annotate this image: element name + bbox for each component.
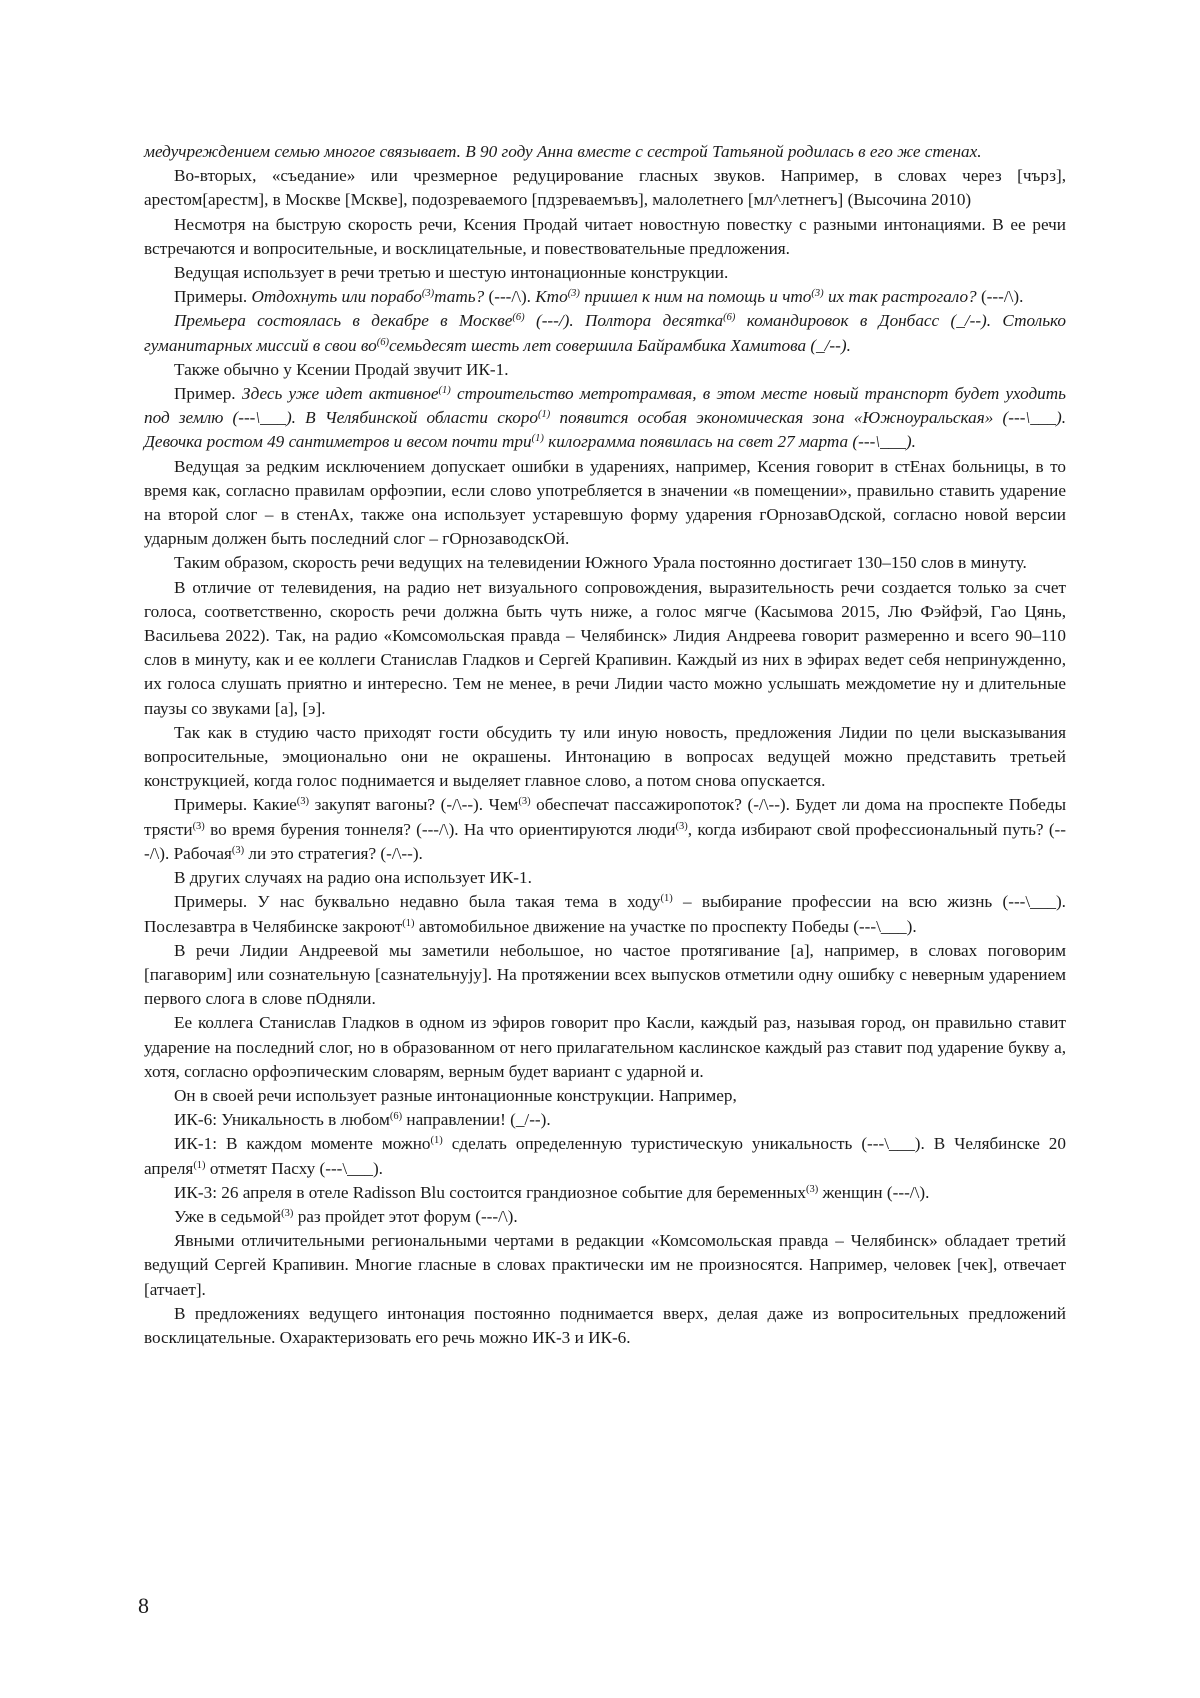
article-body <box>144 140 1066 1350</box>
text-run: Кто <box>535 287 568 307</box>
text-run: командировок в Донбасс (_/--). Столько гуманитарных миссий в свои во <box>144 311 1066 355</box>
text-run: Несмотря на быструю скорость речи, Ксения Продай читает новостную повестку с разными интонациями. В ее речи встречаются и вопросительные, и восклицательные, и повествовательные предложения. <box>144 214 1066 258</box>
text-run: раз пройдет этот форум (---/\). <box>293 1206 518 1226</box>
superscript-mark: (3) <box>518 796 531 808</box>
superscript-mark: (3) <box>192 820 205 832</box>
text-run: В других случаях на радио она использует ИК-1. <box>174 868 532 888</box>
text-run: ИК-3: 26 апреля в отеле Radisson Blu состоится грандиозное событие для беременных <box>174 1182 806 1202</box>
paragraph <box>144 213 1066 261</box>
paragraph <box>144 1205 1066 1229</box>
text-run: Премьера состоялась в декабре в Москве <box>174 311 513 331</box>
paragraph <box>144 793 1066 866</box>
text-run: Ведущая за редким исключением допускает ошибки в ударениях, например, Ксения говорит в стЕнах больницы, в то время как, согласно правилам орфоэпии, если слово употребляется в значении «в помещении», правильно ставить ударение на второй слог – в стенАх, также она использует устаревшую форму ударения гОрнозавОдской, согласно новой версии ударным должен быть последний слог – гОрнозаводскОй. <box>144 456 1066 549</box>
text-run: Здесь уже идет активное <box>241 384 439 404</box>
paragraph <box>144 1011 1066 1084</box>
paragraph <box>144 1132 1066 1180</box>
text-run: – выбирание профессии на всю жизнь (---\___). Послезавтра в Челябинске закроют <box>144 892 1066 936</box>
paragraph <box>144 939 1066 1012</box>
paragraph <box>144 576 1066 721</box>
text-run: ИК-1: В каждом моменте можно <box>174 1134 431 1154</box>
text-run: Примеры. У нас буквально недавно была такая тема в ходу <box>174 892 661 912</box>
paragraph <box>144 890 1066 938</box>
text-run: Отдохнуть или порабо <box>251 287 422 307</box>
text-run: Явными отличительными региональными чертами в редакции «Комсомольская правда – Челябинск» обладает третий ведущий Сергей Крапивин. Многие гласные в словах практически им не произносятся. Например, человек [чек], отвечает [атчает]. <box>144 1231 1066 1299</box>
text-run: семьдесят шесть лет совершила Байрамбика Хамитова (_/--). <box>388 335 851 355</box>
paragraph <box>144 309 1066 357</box>
text-run: В предложениях ведущего интонация постоянно поднимается вверх, делая даже из вопросительных предложений восклицательные. Охарактеризовать его речь можно ИК-3 и ИК-6. <box>144 1303 1066 1347</box>
text-run: Примеры. <box>174 287 252 307</box>
text-run: обеспечат пассажиропоток? (-/\--). Будет ли дома на проспекте Победы трясти <box>144 795 1066 839</box>
text-run: пришел к ним на помощь и что <box>579 287 812 307</box>
superscript-mark: (3) <box>421 288 435 300</box>
superscript-mark: (3) <box>811 288 824 300</box>
paragraph <box>144 285 1066 309</box>
text-run: автомобильное движение на участке по проспекту Победы (---\___). <box>414 916 917 936</box>
superscript-mark: (6) <box>376 336 389 348</box>
superscript-mark: (3) <box>296 796 310 808</box>
text-run: Пример. <box>174 384 242 404</box>
superscript-mark: (1) <box>531 433 544 445</box>
superscript-mark: (1) <box>660 893 673 905</box>
text-run: (---/\). <box>484 287 536 307</box>
text-run: отметят Пасху (---\___). <box>205 1158 383 1178</box>
paragraph <box>144 261 1066 285</box>
superscript-mark: (6) <box>723 312 736 324</box>
superscript-mark: (3) <box>231 844 245 856</box>
paragraph <box>144 455 1066 552</box>
superscript-mark: (1) <box>430 1135 443 1147</box>
text-run: В речи Лидии Андреевой мы заметили небольшое, но частое протягивание [а], например, в словах поговорим [пагаворим] или сознательную [сазнательнују]. На протяжении всех выпусков отметили одну ошибку с неверным ударением первого слога в слове пОдняли. <box>144 940 1066 1009</box>
text-run: медучреждением семью многое связывает. В 90 году Анна вместе с сестрой Татьяной родилась в его же стенах. <box>144 142 982 161</box>
text-run: , когда избирают свой профессиональный путь? (---/\). Рабочая <box>144 819 1066 863</box>
superscript-mark: (1) <box>402 917 415 929</box>
text-run: закупят вагоны? (-/\--). Чем <box>309 795 519 815</box>
text-run: Также обычно у Ксении Продай звучит ИК-1. <box>174 359 509 379</box>
superscript-mark: (1) <box>438 385 451 397</box>
page-number: 8 <box>138 1593 149 1618</box>
superscript-mark: (3) <box>281 1207 294 1219</box>
text-run: Ее коллега Станислав Гладков в одном из эфиров говорит про Касли, каждый раз, называя город, он правильно ставит ударение на последний слог, но в образованном от него прилагательном каслинское каждый раз ставит под ударение букву а, хотя, согласно орфоэпическим словарям, верным будет вариант с ударной и. <box>144 1013 1066 1081</box>
text-run: Таким образом, скорость речи ведущих на телевидении Южного Урала постоянно достигает 130–150 слов в минуту. <box>174 553 1027 573</box>
superscript-mark: (6) <box>389 1111 403 1123</box>
paragraph <box>144 1229 1066 1302</box>
text-run: сделать определенную туристическую уникальность (---\___). В Челябинске 20 апреля <box>144 1134 1066 1178</box>
text-run: направлении! (_/--). <box>402 1110 551 1130</box>
superscript-mark: (1) <box>193 1159 206 1171</box>
text-run: появится особая экономическая зона «Южноуральская» (---\___). Девочка ростом 49 сантиметров и весом почти три <box>144 408 1066 452</box>
text-run: во время бурения тоннеля? (---/\). На что ориентируются люди <box>204 819 676 839</box>
superscript-mark: (1) <box>538 409 551 421</box>
text-run: строительство метротрамвая, в этом месте новый транспорт будет уходить под землю (---\___). В Челябинской области скоро <box>144 384 1066 428</box>
text-run: килограмма появилась на свет 27 марта (---\___). <box>543 432 916 452</box>
text-run: Он в своей речи использует разные интонационные конструкции. Например, <box>174 1085 737 1105</box>
paragraph <box>144 551 1066 575</box>
text-run: (---/\). <box>976 287 1024 307</box>
text-run: женщин (---/\). <box>818 1182 930 1202</box>
text-run: Примеры. Какие <box>174 795 297 815</box>
paragraph <box>144 1181 1066 1205</box>
superscript-mark: (6) <box>512 312 525 324</box>
paragraph <box>144 382 1066 455</box>
text-run: В отличие от телевидения, на радио нет визуального сопровождения, выразительность речи создается только за счет голоса, соответственно, скорость речи должна быть чуть ниже, а голос мягче (Касымова 2015, Лю Фэйфэй, Гао Цянь, Васильева 2022). Так, на радио «Комсомольская правда – Челябинск» Лидия Андреева говорит размеренно и всего 90–110 слов в минуту, как и ее коллеги Станислав Гладков и Сергей Крапивин. Каждый из них в эфирах ведет себя непринужденно, их голоса слушать приятно и интересно. Тем не менее, в речи Лидии часто можно услышать междометие ну и длительные паузы со звуками [а], [э]. <box>144 577 1066 718</box>
paragraph <box>144 866 1066 890</box>
paragraph <box>144 164 1066 212</box>
paragraph <box>144 1108 1066 1132</box>
text-run: Ведущая использует в речи третью и шестую интонационные конструкции. <box>174 263 729 283</box>
text-run: тать? <box>434 287 485 307</box>
text-run: Так как в студию часто приходят гости обсудить ту или иную новость, предложения Лидии по цели высказывания вопросительные, эмоционально они не окрашены. Интонацию в вопросах ведущей можно представить третьей конструкцией, когда голос поднимается и выделяет главное слово, а потом снова опускается. <box>144 722 1066 791</box>
paragraph <box>144 1302 1066 1350</box>
paragraph <box>144 721 1066 794</box>
paragraph <box>144 140 1066 164</box>
paragraph <box>144 358 1066 382</box>
superscript-mark: (3) <box>567 288 580 300</box>
text-run: Во-вторых, «съедание» или чрезмерное редуцирование гласных звуков. Например, в словах через [чърз], арестом[арестм], в Москве [Мскве], подозреваемого [пдзреваемъвъ], малолетнего [мл^летнегъ] (Высочина 2010) <box>144 166 1066 210</box>
superscript-mark: (3) <box>805 1183 819 1195</box>
text-run: (---/). Полтора десятка <box>524 311 724 331</box>
text-run: ли это стратегия? (-/\--). <box>244 843 423 863</box>
superscript-mark: (3) <box>675 820 688 832</box>
paragraph <box>144 1084 1066 1108</box>
text-run: Уже в седьмой <box>174 1206 282 1226</box>
text-run: ИК-6: Уникальность в любом <box>174 1110 390 1130</box>
text-run: их так растрогало? <box>823 287 977 307</box>
